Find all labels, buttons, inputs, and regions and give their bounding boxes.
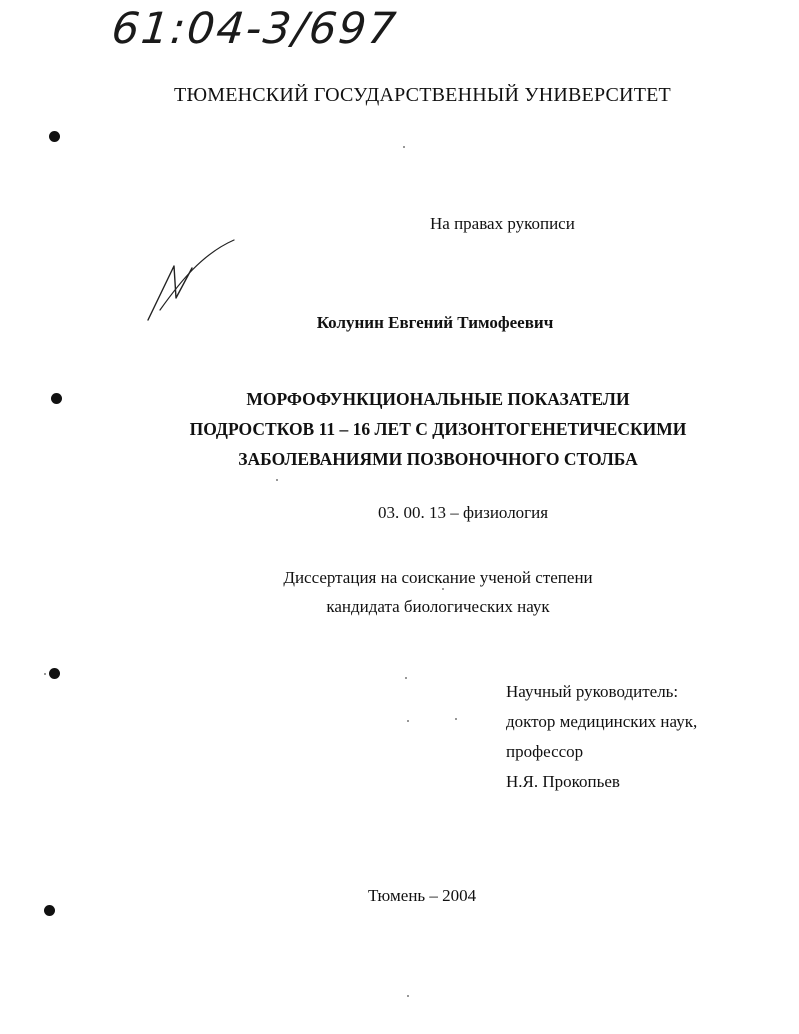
rights-note: На правах рукописи (430, 214, 575, 233)
binding-hole-icon (49, 131, 60, 142)
title-line: ПОДРОСТКОВ 11 – 16 ЛЕТ С ДИЗОНТОГЕНЕТИЧЕСКИМИ (189, 419, 687, 439)
binding-hole-icon (51, 393, 62, 404)
scan-speck (442, 588, 444, 590)
university-name: ТЮМЕНСКИЙ ГОСУДАРСТВЕННЫЙ УНИВЕРСИТЕТ (174, 84, 671, 106)
city-year: Тюмень – 2004 (368, 886, 477, 905)
author-name: Колунин Евгений Тимофеевич (316, 313, 554, 332)
binding-hole-icon (44, 905, 55, 916)
scan-speck (44, 673, 46, 675)
supervisor-rank: профессор (506, 742, 584, 761)
scan-speck (276, 479, 278, 481)
supervisor-role: Научный руководитель: (506, 682, 679, 701)
degree-statement (0, 563, 799, 621)
scan-speck (455, 718, 457, 720)
scan-speck (407, 995, 409, 997)
degree-line: Диссертация на соискание ученой степени (283, 568, 593, 587)
supervisor-name: Н.Я. Прокопьев (506, 772, 620, 791)
supervisor-block (506, 677, 697, 797)
handwritten-archive-number: 61:04-3/697 (109, 4, 400, 54)
title-line: ЗАБОЛЕВАНИЯМИ ПОЗВОНОЧНОГО СТОЛБА (238, 449, 638, 469)
specialty-code: 03. 00. 13 – физиология (378, 503, 549, 522)
binding-hole-icon (49, 668, 60, 679)
degree-line: кандидата биологических наук (326, 597, 550, 616)
title-line: МОРФОФУНКЦИОНАЛЬНЫЕ ПОКАЗАТЕЛИ (246, 389, 630, 409)
scan-speck (405, 677, 407, 679)
supervisor-degree: доктор медицинских наук, (506, 712, 698, 731)
scan-speck (407, 720, 409, 722)
scan-speck (403, 146, 405, 148)
dissertation-title (0, 384, 799, 474)
